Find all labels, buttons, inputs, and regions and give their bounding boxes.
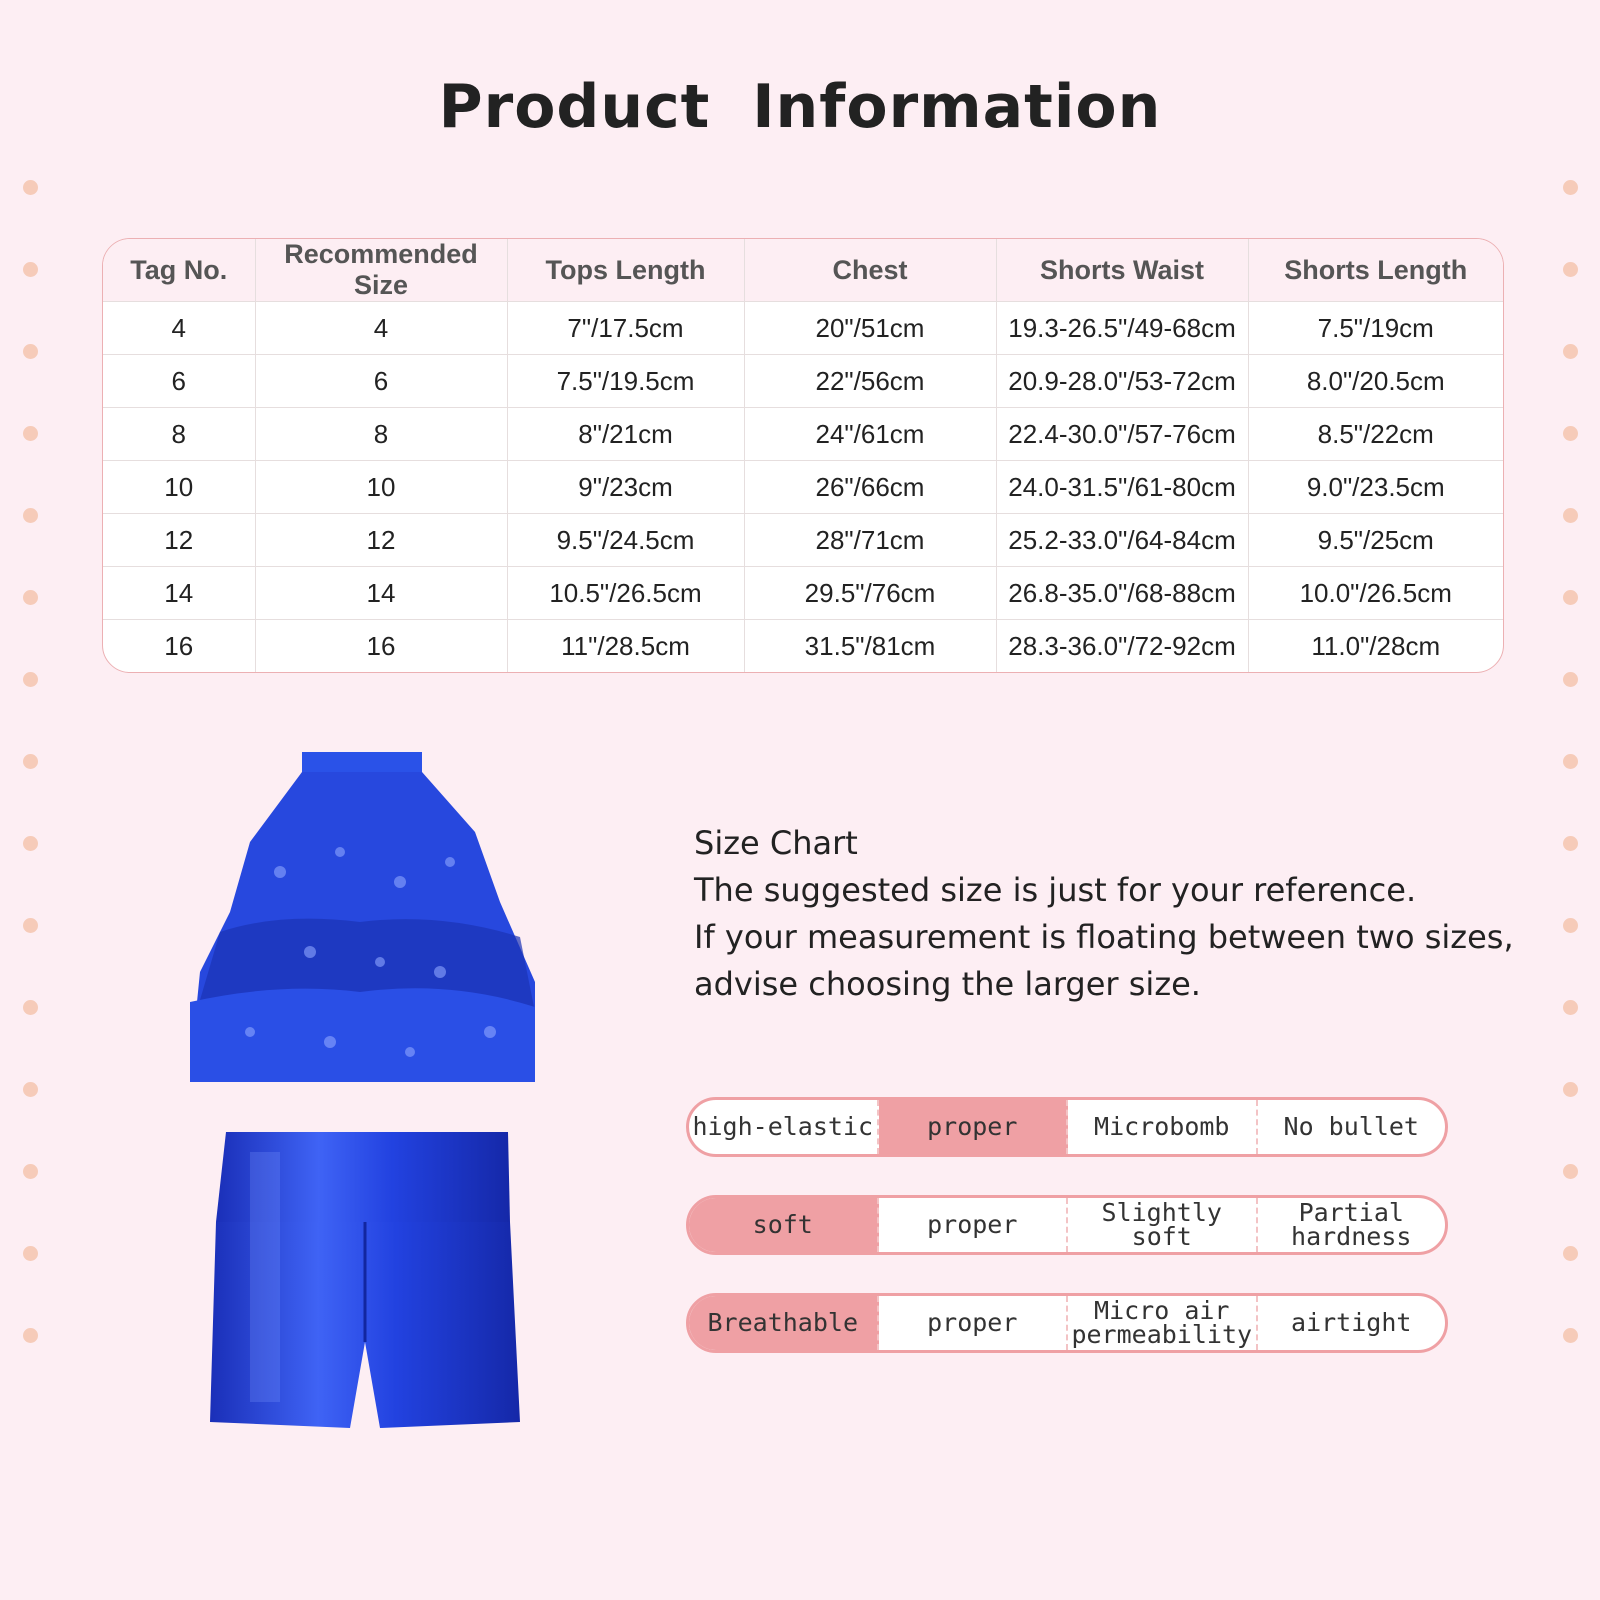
table-cell: 12 xyxy=(103,514,255,567)
decorative-dot xyxy=(23,508,38,523)
table-row xyxy=(103,620,1503,673)
table-cell: 14 xyxy=(255,567,507,620)
table-cell: 6 xyxy=(255,355,507,408)
decorative-dot xyxy=(1563,508,1578,523)
decorative-dot xyxy=(23,180,38,195)
table-cell: 8.0"/20.5cm xyxy=(1248,355,1503,408)
size-notes xyxy=(694,820,1514,1008)
header-recommended-size: Recommended Size xyxy=(255,239,507,302)
table-cell: 31.5"/81cm xyxy=(744,620,996,673)
decorative-dot xyxy=(23,918,38,933)
decorative-dot xyxy=(1563,1082,1578,1097)
table-cell: 10 xyxy=(255,461,507,514)
decorative-dot xyxy=(1563,754,1578,769)
table-cell: 19.3-26.5"/49-68cm xyxy=(996,302,1248,355)
decorative-dot xyxy=(1563,1246,1578,1261)
elasticity-scale xyxy=(686,1097,1448,1157)
table-cell: 9.0"/23.5cm xyxy=(1248,461,1503,514)
decorative-dot xyxy=(23,754,38,769)
decorative-dot xyxy=(1563,1000,1578,1015)
elasticity-option: proper xyxy=(879,1100,1069,1154)
table-row xyxy=(103,408,1503,461)
breathability-option: Micro air permeability xyxy=(1068,1296,1258,1350)
table-cell: 22.4-30.0"/57-76cm xyxy=(996,408,1248,461)
decorative-dot xyxy=(1563,262,1578,277)
table-cell: 25.2-33.0"/64-84cm xyxy=(996,514,1248,567)
elasticity-option: Microbomb xyxy=(1068,1100,1258,1154)
table-cell: 28"/71cm xyxy=(744,514,996,567)
elasticity-option: No bullet xyxy=(1283,1112,1419,1141)
table-header-row xyxy=(103,239,1503,302)
garment-image xyxy=(190,752,570,1442)
softness-option: Slightly soft xyxy=(1068,1198,1258,1252)
header-chest: Chest xyxy=(744,239,996,302)
table-cell: 16 xyxy=(103,620,255,673)
metallic-shorts xyxy=(210,1132,520,1428)
softness-scale xyxy=(686,1195,1448,1255)
notes-line-1: The suggested size is just for your reference. xyxy=(694,871,1417,909)
table-cell: 8.5"/22cm xyxy=(1248,408,1503,461)
table-cell: 7.5"/19cm xyxy=(1248,302,1503,355)
table-cell: 29.5"/76cm xyxy=(744,567,996,620)
table-cell: 11.0"/28cm xyxy=(1311,630,1441,661)
sequin-top xyxy=(190,752,535,1082)
table-cell: 20.9-28.0"/53-72cm xyxy=(996,355,1248,408)
decorative-dot xyxy=(23,1082,38,1097)
decorative-dot xyxy=(1563,344,1578,359)
table-cell: 6 xyxy=(103,355,255,408)
table-cell: 12 xyxy=(255,514,507,567)
table-cell: 4 xyxy=(103,302,255,355)
elasticity-option: high-elastic xyxy=(689,1100,879,1154)
table-cell: 10.5"/26.5cm xyxy=(507,567,744,620)
breathability-scale xyxy=(686,1293,1448,1353)
table-cell: 24.0-31.5"/61-80cm xyxy=(996,461,1248,514)
table-cell: 9"/23cm xyxy=(507,461,744,514)
table-cell: 7"/17.5cm xyxy=(507,302,744,355)
decorative-dot xyxy=(23,1164,38,1179)
softness-option: proper xyxy=(879,1198,1069,1252)
table-cell: 22"/56cm xyxy=(744,355,996,408)
table-cell: 7.5"/19.5cm xyxy=(507,355,744,408)
header-shorts-length: Shorts Length xyxy=(1248,239,1503,302)
table-cell: 28.3-36.0"/72-92cm xyxy=(996,620,1248,673)
table-cell: 9.5"/25cm xyxy=(1248,514,1503,567)
right-dot-border xyxy=(1560,0,1580,1600)
decorative-dot xyxy=(1563,1164,1578,1179)
table-cell: 24"/61cm xyxy=(744,408,996,461)
size-table xyxy=(102,238,1504,673)
decorative-dot xyxy=(1563,1328,1578,1343)
table-row xyxy=(103,567,1503,620)
breathability-option: proper xyxy=(879,1296,1069,1350)
header-tops-length: Tops Length xyxy=(507,239,744,302)
table-cell: 11"/28.5cm xyxy=(507,620,744,673)
table-cell: 10.0"/26.5cm xyxy=(1248,567,1503,620)
decorative-dot xyxy=(23,1000,38,1015)
table-cell: 4 xyxy=(255,302,507,355)
decorative-dot xyxy=(23,1246,38,1261)
table-cell: 8 xyxy=(103,408,255,461)
decorative-dot xyxy=(23,836,38,851)
notes-heading: Size Chart xyxy=(694,824,858,862)
decorative-dot xyxy=(23,1328,38,1343)
decorative-dot xyxy=(1563,672,1578,687)
decorative-dot xyxy=(1563,918,1578,933)
table-cell: 10 xyxy=(103,461,255,514)
page-title: Product Information xyxy=(438,72,1162,142)
table-cell: 20"/51cm xyxy=(744,302,996,355)
decorative-dot xyxy=(23,672,38,687)
decorative-dot xyxy=(23,262,38,277)
header-shorts-waist: Shorts Waist xyxy=(996,239,1248,302)
decorative-dot xyxy=(1563,836,1578,851)
table-cell: 26"/66cm xyxy=(744,461,996,514)
notes-line-3: advise choosing the larger size. xyxy=(694,965,1201,1003)
table-cell: 9.5"/24.5cm xyxy=(507,514,744,567)
table-row xyxy=(103,514,1503,567)
table-row xyxy=(103,355,1503,408)
table-row xyxy=(103,302,1503,355)
left-dot-border xyxy=(20,0,40,1600)
table-cell: 8"/21cm xyxy=(507,408,744,461)
breathability-option: Breathable xyxy=(689,1296,879,1350)
header-tag-no: Tag No. xyxy=(103,239,255,302)
decorative-dot xyxy=(1563,180,1578,195)
breathability-option: airtight xyxy=(1291,1308,1412,1337)
decorative-dot xyxy=(1563,426,1578,441)
decorative-dot xyxy=(23,344,38,359)
decorative-dot xyxy=(1563,590,1578,605)
table-cell: 16 xyxy=(255,620,507,673)
decorative-dot xyxy=(23,426,38,441)
decorative-dot xyxy=(23,590,38,605)
table-cell: 8 xyxy=(255,408,507,461)
table-cell: 26.8-35.0"/68-88cm xyxy=(996,567,1248,620)
softness-option: Partial hardness xyxy=(1291,1198,1412,1251)
notes-line-2: If your measurement is floating between two sizes, xyxy=(694,918,1514,956)
softness-option: soft xyxy=(689,1198,879,1252)
table-row xyxy=(103,461,1503,514)
table-cell: 14 xyxy=(103,567,255,620)
